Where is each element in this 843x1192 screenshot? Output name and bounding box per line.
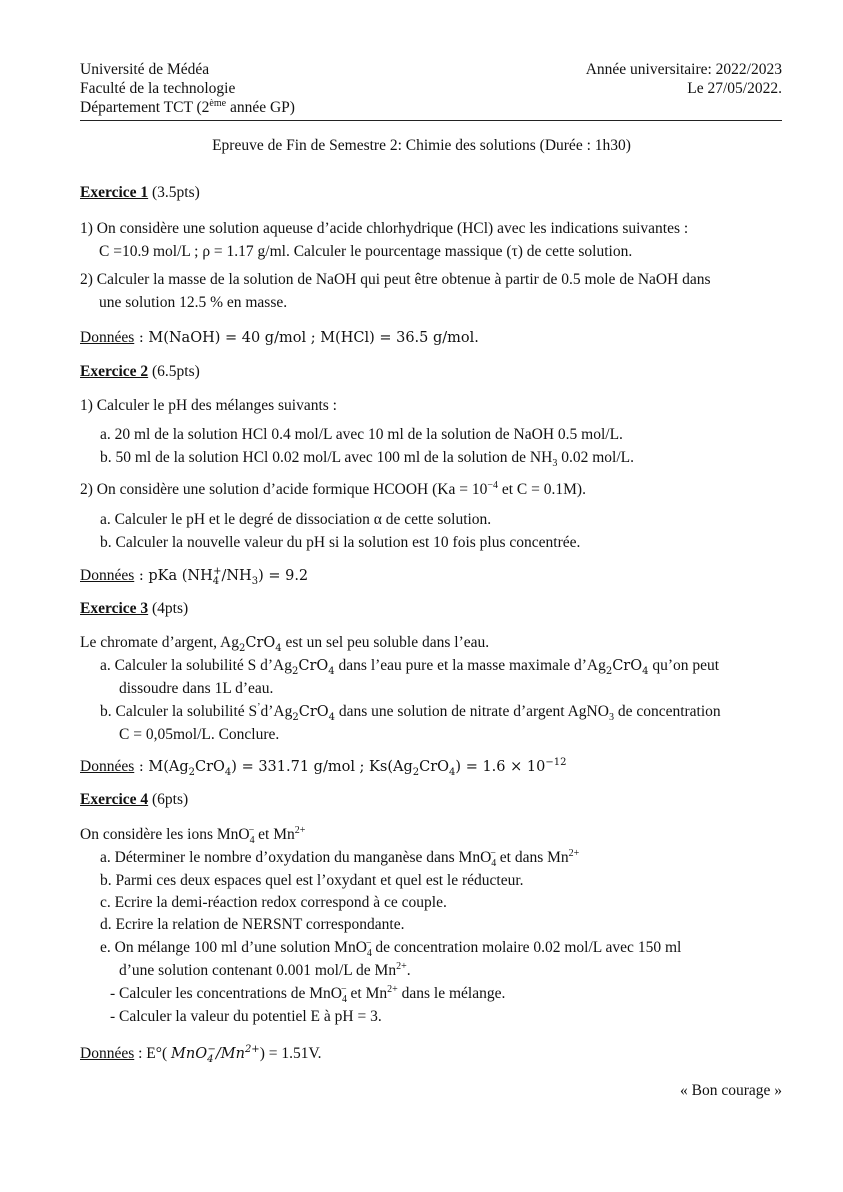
- ex4-question-c: c. Ecrire la demi-réaction redox correspond à ce couple.: [100, 894, 447, 911]
- exercise-1-heading: Exercice 1 (3.5pts): [80, 184, 200, 201]
- ex3-question-b-line2: C = 0,05mol/L. Conclure.: [119, 726, 280, 743]
- ex4-question-a: a. Déterminer le nombre d’oxydation du manganèse dans MnO$_4$− et dans $Mn^{2+}$: [100, 847, 580, 870]
- ex2-question-1a: a. 20 ml de la solution HCl 0.4 mol/L avec 10 ml de la solution de NaOH 0.5 mol/L.: [100, 426, 623, 443]
- ex1-question-1-line1: 1) On considère une solution aqueuse d’acide chlorhydrique (HCl) avec les indications suivantes :: [80, 220, 689, 237]
- ex2-question-2: 2) On considère une solution d’acide formique HCOOH ($Ka = 10^{-4}$ et C = 0.1M).: [80, 479, 586, 498]
- ex3-question-a-line1: a. Calculer la solubilité S $d’Ag_2CrO_4$ dans l’eau pure et la masse maximale $d’Ag_2CrO_4$ qu’on peut: [100, 657, 720, 677]
- header-faculty: Faculté de la technologie: [80, 80, 236, 97]
- header-university: Université de Médéa: [80, 61, 210, 78]
- ex4-bullet-1: - Calculer les concentrations de MnO$_4$− et $Mn^{2+}$ dans le mélange.: [110, 983, 506, 1006]
- ex4-intro: On considère les ions MnO$_4$− et $Mn^{2+}$: [80, 824, 306, 847]
- ex3-data: Données : $M(Ag_2CrO_4) = 331.71$ g/mol ; $Ks(Ag_2CrO_4) = 1.6 \times 10^{-12}$: [80, 757, 567, 778]
- exercise-2-heading: Exercice 2 (6.5pts): [80, 363, 200, 380]
- closing-note: « Bon courage »: [679, 1082, 782, 1099]
- ex4-data: Données : E°( $MnO_4^-/Mn^{2+}) = 1.51V$.: [80, 1044, 322, 1065]
- ex2-question-2b: b. Calculer la nouvelle valeur du pH si la solution est 10 fois plus concentrée.: [100, 534, 581, 551]
- ex3-intro: Le chromate d’argent, $Ag_2CrO_4$ est un sel peu soluble dans l’eau.: [80, 634, 490, 654]
- ex1-question-2-line2: une solution 12.5 % en masse.: [99, 294, 288, 311]
- ex4-question-b: b. Parmi ces deux espaces quel est l’oxydant et quel est le réducteur.: [100, 872, 524, 889]
- ex1-data: Données : M(NaOH) = 40 g/mol ; M(HCl) = 36.5 g/mol.: [80, 329, 479, 346]
- exercise-3-heading: Exercice 3 (4pts): [80, 600, 189, 617]
- ex2-question-2a: a. Calculer le pH et le degré de dissociation α de cette solution.: [100, 511, 492, 528]
- header-divider: [80, 120, 782, 121]
- ex4-question-e-line1: e. On mélange 100 ml d’une solution MnO$_4$− de concentration molaire 0.02 mol/L avec 150 ml: [100, 937, 682, 960]
- ex3-question-a-line2: dissoudre dans 1L d’eau.: [119, 680, 274, 697]
- ex4-bullet-2: - Calculer la valeur du potentiel E à pH = 3.: [110, 1008, 382, 1025]
- header-date: Le 27/05/2022.: [687, 80, 782, 97]
- ex3-question-b-line1: b. Calculer la solubilité $S^’d’Ag_2CrO_4$ dans une solution de nitrate d’argent AgNO$_3$ de concentration: [100, 701, 721, 724]
- header-department: Département TCT (2ème année GP): [80, 97, 295, 116]
- ex1-question-1-line2: C =10.9 mol/L ; ρ = 1.17 g/ml. Calculer le pourcentage massique (τ) de cette solution.: [99, 243, 633, 260]
- exam-title: Epreuve de Fin de Semestre 2: Chimie des solutions (Durée : 1h30): [212, 137, 631, 154]
- ex4-question-e-line2: d’une solution contenant 0.001 mol/L de $Mn^{2+}$.: [119, 960, 411, 979]
- exercise-4-heading: Exercice 4 (6pts): [80, 791, 189, 808]
- header-academic-year: Année universitaire: 2022/2023: [585, 61, 782, 78]
- ex1-question-2-line1: 2) Calculer la masse de la solution de NaOH qui peut être obtenue à partir de 0.5 mole de NaOH dans: [80, 271, 711, 288]
- ex2-question-1: 1) Calculer le pH des mélanges suivants :: [80, 397, 337, 414]
- ex4-question-d: d. Ecrire la relation de NERSNT correspondante.: [100, 916, 405, 933]
- ex2-data: Données : pKa $(NH_4^+/NH_3) = 9.2$: [80, 566, 309, 587]
- ex2-question-1b: b. 50 ml de la solution HCl 0.02 mol/L avec 100 ml de la solution de $NH_3$ 0.02 mol/L.: [100, 449, 634, 470]
